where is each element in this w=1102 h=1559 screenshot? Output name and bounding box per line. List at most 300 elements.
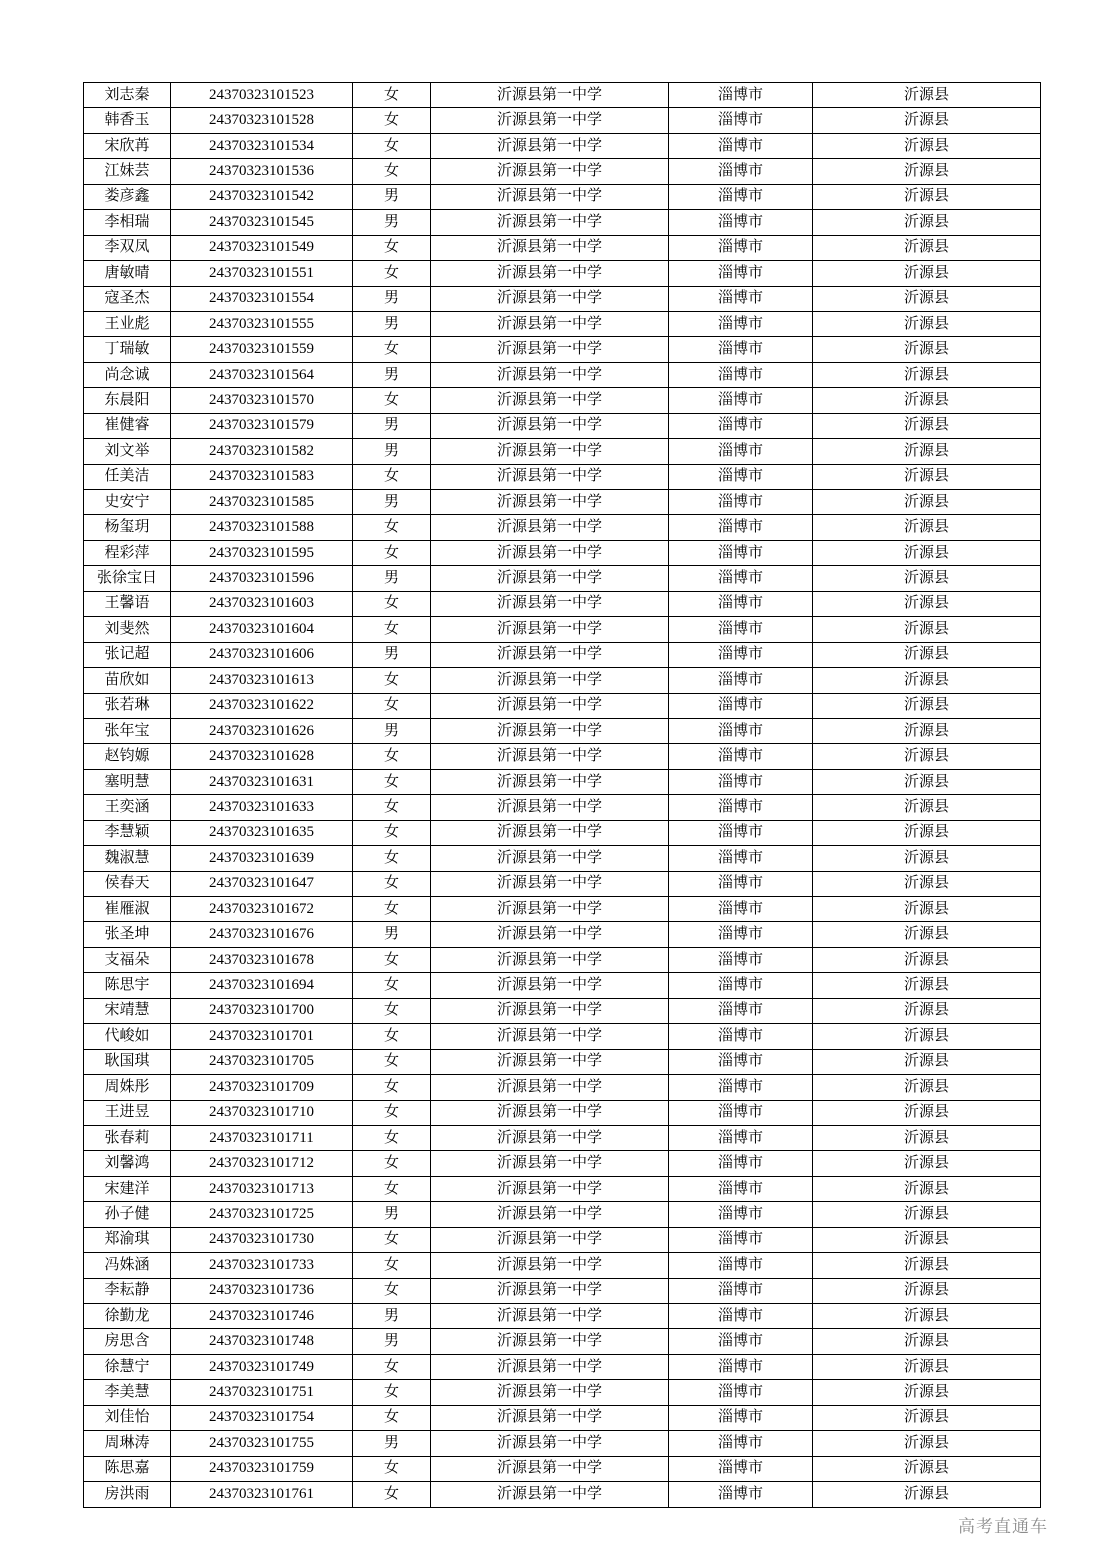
cell-county: 沂源县	[813, 1176, 1041, 1201]
cell-student-name: 崔雁淑	[84, 897, 171, 922]
cell-student-name: 宋欣苒	[84, 133, 171, 158]
cell-county: 沂源县	[813, 1278, 1041, 1303]
table-row	[84, 668, 1041, 693]
cell-student-name: 刘馨鸿	[84, 1151, 171, 1176]
cell-school: 沂源县第一中学	[431, 744, 669, 769]
table-row	[84, 159, 1041, 184]
cell-city: 淄博市	[669, 1100, 813, 1125]
cell-city: 淄博市	[669, 1482, 813, 1508]
cell-student-name: 崔健睿	[84, 413, 171, 438]
table-row	[84, 413, 1041, 438]
cell-exam-number: 24370323101733	[171, 1253, 353, 1278]
watermark-text: 高考直通车	[958, 1517, 1048, 1536]
cell-gender: 女	[353, 337, 431, 362]
cell-county: 沂源县	[813, 1049, 1041, 1074]
cell-school: 沂源县第一中学	[431, 413, 669, 438]
cell-gender: 男	[353, 184, 431, 209]
cell-school: 沂源县第一中学	[431, 133, 669, 158]
cell-student-name: 郑渝琪	[84, 1227, 171, 1252]
table-row	[84, 617, 1041, 642]
cell-city: 淄博市	[669, 210, 813, 235]
cell-city: 淄博市	[669, 871, 813, 896]
cell-student-name: 娄彦鑫	[84, 184, 171, 209]
cell-gender: 女	[353, 998, 431, 1023]
cell-school: 沂源县第一中学	[431, 617, 669, 642]
cell-exam-number: 24370323101622	[171, 693, 353, 718]
cell-student-name: 王馨语	[84, 591, 171, 616]
cell-exam-number: 24370323101628	[171, 744, 353, 769]
cell-exam-number: 24370323101570	[171, 388, 353, 413]
table-row	[84, 1075, 1041, 1100]
cell-city: 淄博市	[669, 515, 813, 540]
cell-city: 淄博市	[669, 1431, 813, 1456]
table-row	[84, 439, 1041, 464]
student-roster-table	[83, 82, 1041, 1508]
cell-county: 沂源县	[813, 1253, 1041, 1278]
cell-school: 沂源县第一中学	[431, 1354, 669, 1379]
cell-gender: 女	[353, 973, 431, 998]
cell-city: 淄博市	[669, 108, 813, 133]
cell-city: 淄博市	[669, 566, 813, 591]
table-row	[84, 1329, 1041, 1354]
cell-school: 沂源县第一中学	[431, 1431, 669, 1456]
cell-school: 沂源县第一中学	[431, 1329, 669, 1354]
cell-county: 沂源县	[813, 922, 1041, 947]
cell-school: 沂源县第一中学	[431, 591, 669, 616]
cell-exam-number: 24370323101633	[171, 795, 353, 820]
cell-exam-number: 24370323101754	[171, 1405, 353, 1430]
cell-exam-number: 24370323101523	[171, 83, 353, 108]
cell-county: 沂源县	[813, 744, 1041, 769]
table-row	[84, 235, 1041, 260]
cell-gender: 男	[353, 1329, 431, 1354]
cell-exam-number: 24370323101713	[171, 1176, 353, 1201]
cell-exam-number: 24370323101631	[171, 769, 353, 794]
cell-city: 淄博市	[669, 133, 813, 158]
cell-exam-number: 24370323101755	[171, 1431, 353, 1456]
cell-county: 沂源县	[813, 1075, 1041, 1100]
cell-county: 沂源县	[813, 897, 1041, 922]
cell-county: 沂源县	[813, 540, 1041, 565]
cell-city: 淄博市	[669, 922, 813, 947]
cell-student-name: 张记超	[84, 642, 171, 667]
cell-city: 淄博市	[669, 490, 813, 515]
cell-county: 沂源县	[813, 1151, 1041, 1176]
cell-city: 淄博市	[669, 83, 813, 108]
cell-county: 沂源县	[813, 133, 1041, 158]
cell-student-name: 张若琳	[84, 693, 171, 718]
cell-county: 沂源县	[813, 1125, 1041, 1150]
cell-county: 沂源县	[813, 846, 1041, 871]
cell-county: 沂源县	[813, 490, 1041, 515]
cell-school: 沂源县第一中学	[431, 1049, 669, 1074]
cell-school: 沂源县第一中学	[431, 159, 669, 184]
cell-gender: 男	[353, 362, 431, 387]
cell-school: 沂源县第一中学	[431, 1202, 669, 1227]
table-row	[84, 210, 1041, 235]
cell-exam-number: 24370323101746	[171, 1304, 353, 1329]
cell-school: 沂源县第一中学	[431, 362, 669, 387]
cell-county: 沂源县	[813, 515, 1041, 540]
table-row	[84, 897, 1041, 922]
cell-student-name: 张春莉	[84, 1125, 171, 1150]
cell-county: 沂源县	[813, 184, 1041, 209]
cell-exam-number: 24370323101701	[171, 1024, 353, 1049]
cell-gender: 女	[353, 1278, 431, 1303]
cell-city: 淄博市	[669, 413, 813, 438]
cell-exam-number: 24370323101554	[171, 286, 353, 311]
cell-city: 淄博市	[669, 1075, 813, 1100]
cell-school: 沂源县第一中学	[431, 1125, 669, 1150]
cell-exam-number: 24370323101700	[171, 998, 353, 1023]
cell-student-name: 房洪雨	[84, 1482, 171, 1508]
cell-student-name: 赵钧嫄	[84, 744, 171, 769]
table-row	[84, 1202, 1041, 1227]
cell-student-name: 陈思宇	[84, 973, 171, 998]
cell-student-name: 江妹芸	[84, 159, 171, 184]
cell-exam-number: 24370323101555	[171, 311, 353, 336]
table-row	[84, 693, 1041, 718]
cell-county: 沂源县	[813, 413, 1041, 438]
cell-county: 沂源县	[813, 108, 1041, 133]
cell-exam-number: 24370323101711	[171, 1125, 353, 1150]
table-row	[84, 566, 1041, 591]
cell-city: 淄博市	[669, 439, 813, 464]
cell-county: 沂源县	[813, 286, 1041, 311]
cell-school: 沂源县第一中学	[431, 897, 669, 922]
cell-exam-number: 24370323101579	[171, 413, 353, 438]
table-row	[84, 820, 1041, 845]
cell-exam-number: 24370323101705	[171, 1049, 353, 1074]
cell-county: 沂源县	[813, 591, 1041, 616]
cell-student-name: 唐敏晴	[84, 261, 171, 286]
cell-county: 沂源县	[813, 83, 1041, 108]
cell-county: 沂源县	[813, 439, 1041, 464]
table-row	[84, 515, 1041, 540]
table-row	[84, 490, 1041, 515]
cell-exam-number: 24370323101542	[171, 184, 353, 209]
cell-city: 淄博市	[669, 947, 813, 972]
cell-gender: 男	[353, 210, 431, 235]
cell-student-name: 张年宝	[84, 718, 171, 743]
table-row	[84, 1304, 1041, 1329]
cell-city: 淄博市	[669, 642, 813, 667]
cell-county: 沂源县	[813, 1100, 1041, 1125]
cell-gender: 男	[353, 490, 431, 515]
cell-exam-number: 24370323101725	[171, 1202, 353, 1227]
cell-student-name: 李相瑞	[84, 210, 171, 235]
table-row	[84, 362, 1041, 387]
cell-gender: 女	[353, 464, 431, 489]
table-row	[84, 871, 1041, 896]
cell-gender: 女	[353, 1482, 431, 1508]
cell-city: 淄博市	[669, 286, 813, 311]
cell-student-name: 周姝彤	[84, 1075, 171, 1100]
cell-gender: 女	[353, 871, 431, 896]
table-row	[84, 1380, 1041, 1405]
cell-city: 淄博市	[669, 235, 813, 260]
cell-exam-number: 24370323101748	[171, 1329, 353, 1354]
cell-student-name: 张圣坤	[84, 922, 171, 947]
cell-school: 沂源县第一中学	[431, 566, 669, 591]
cell-county: 沂源县	[813, 795, 1041, 820]
cell-school: 沂源县第一中学	[431, 1151, 669, 1176]
table-row	[84, 1125, 1041, 1150]
cell-school: 沂源县第一中学	[431, 1024, 669, 1049]
table-row	[84, 464, 1041, 489]
cell-student-name: 陈思嘉	[84, 1456, 171, 1481]
cell-city: 淄博市	[669, 1049, 813, 1074]
cell-school: 沂源县第一中学	[431, 769, 669, 794]
cell-exam-number: 24370323101603	[171, 591, 353, 616]
cell-school: 沂源县第一中学	[431, 464, 669, 489]
cell-county: 沂源县	[813, 1456, 1041, 1481]
cell-gender: 女	[353, 1125, 431, 1150]
cell-gender: 女	[353, 1253, 431, 1278]
cell-exam-number: 24370323101639	[171, 846, 353, 871]
cell-gender: 女	[353, 947, 431, 972]
cell-school: 沂源县第一中学	[431, 184, 669, 209]
cell-student-name: 王进昱	[84, 1100, 171, 1125]
cell-county: 沂源县	[813, 210, 1041, 235]
cell-student-name: 刘斐然	[84, 617, 171, 642]
cell-gender: 女	[353, 159, 431, 184]
cell-exam-number: 24370323101710	[171, 1100, 353, 1125]
cell-county: 沂源县	[813, 1329, 1041, 1354]
cell-city: 淄博市	[669, 159, 813, 184]
cell-county: 沂源县	[813, 769, 1041, 794]
cell-gender: 男	[353, 566, 431, 591]
cell-city: 淄博市	[669, 1176, 813, 1201]
cell-exam-number: 24370323101709	[171, 1075, 353, 1100]
cell-exam-number: 24370323101761	[171, 1482, 353, 1508]
cell-school: 沂源县第一中学	[431, 1253, 669, 1278]
table-row	[84, 718, 1041, 743]
cell-exam-number: 24370323101583	[171, 464, 353, 489]
cell-gender: 女	[353, 744, 431, 769]
cell-city: 淄博市	[669, 1278, 813, 1303]
cell-student-name: 支福朵	[84, 947, 171, 972]
cell-county: 沂源县	[813, 388, 1041, 413]
table-row	[84, 1354, 1041, 1379]
cell-county: 沂源县	[813, 261, 1041, 286]
cell-city: 淄博市	[669, 820, 813, 845]
cell-city: 淄博市	[669, 1024, 813, 1049]
cell-student-name: 魏淑慧	[84, 846, 171, 871]
cell-city: 淄博市	[669, 184, 813, 209]
cell-gender: 女	[353, 795, 431, 820]
cell-exam-number: 24370323101736	[171, 1278, 353, 1303]
cell-gender: 女	[353, 108, 431, 133]
cell-gender: 男	[353, 1202, 431, 1227]
cell-exam-number: 24370323101759	[171, 1456, 353, 1481]
cell-gender: 女	[353, 668, 431, 693]
cell-student-name: 苗欣如	[84, 668, 171, 693]
table-row	[84, 1049, 1041, 1074]
cell-city: 淄博市	[669, 693, 813, 718]
cell-county: 沂源县	[813, 311, 1041, 336]
cell-city: 淄博市	[669, 1380, 813, 1405]
table-row	[84, 184, 1041, 209]
cell-student-name: 程彩萍	[84, 540, 171, 565]
cell-school: 沂源县第一中学	[431, 871, 669, 896]
table-row	[84, 1431, 1041, 1456]
table-row	[84, 83, 1041, 108]
cell-city: 淄博市	[669, 1456, 813, 1481]
cell-student-name: 李双凤	[84, 235, 171, 260]
cell-gender: 女	[353, 388, 431, 413]
cell-city: 淄博市	[669, 973, 813, 998]
cell-exam-number: 24370323101672	[171, 897, 353, 922]
table-body	[84, 83, 1041, 1508]
table-row	[84, 1278, 1041, 1303]
cell-student-name: 丁瑞敏	[84, 337, 171, 362]
cell-city: 淄博市	[669, 897, 813, 922]
cell-exam-number: 24370323101528	[171, 108, 353, 133]
cell-gender: 女	[353, 1049, 431, 1074]
table-row	[84, 1024, 1041, 1049]
cell-exam-number: 24370323101545	[171, 210, 353, 235]
cell-student-name: 杨玺玥	[84, 515, 171, 540]
cell-student-name: 任美洁	[84, 464, 171, 489]
table-row	[84, 1151, 1041, 1176]
cell-county: 沂源县	[813, 337, 1041, 362]
cell-student-name: 刘志秦	[84, 83, 171, 108]
cell-gender: 女	[353, 1176, 431, 1201]
cell-school: 沂源县第一中学	[431, 820, 669, 845]
cell-school: 沂源县第一中学	[431, 668, 669, 693]
cell-exam-number: 24370323101694	[171, 973, 353, 998]
cell-school: 沂源县第一中学	[431, 998, 669, 1023]
cell-student-name: 宋建洋	[84, 1176, 171, 1201]
cell-city: 淄博市	[669, 311, 813, 336]
cell-county: 沂源县	[813, 1405, 1041, 1430]
cell-exam-number: 24370323101730	[171, 1227, 353, 1252]
cell-gender: 男	[353, 439, 431, 464]
table-row	[84, 286, 1041, 311]
cell-gender: 男	[353, 413, 431, 438]
cell-county: 沂源县	[813, 235, 1041, 260]
cell-student-name: 韩香玉	[84, 108, 171, 133]
cell-school: 沂源县第一中学	[431, 515, 669, 540]
table-row	[84, 311, 1041, 336]
cell-exam-number: 24370323101585	[171, 490, 353, 515]
cell-county: 沂源县	[813, 642, 1041, 667]
cell-student-name: 刘文举	[84, 439, 171, 464]
cell-exam-number: 24370323101751	[171, 1380, 353, 1405]
cell-city: 淄博市	[669, 1354, 813, 1379]
cell-county: 沂源县	[813, 1227, 1041, 1252]
cell-gender: 女	[353, 1100, 431, 1125]
cell-gender: 女	[353, 769, 431, 794]
cell-city: 淄博市	[669, 744, 813, 769]
cell-gender: 女	[353, 1456, 431, 1481]
cell-gender: 男	[353, 642, 431, 667]
cell-student-name: 代峻如	[84, 1024, 171, 1049]
cell-gender: 女	[353, 897, 431, 922]
cell-school: 沂源县第一中学	[431, 947, 669, 972]
table-row	[84, 744, 1041, 769]
cell-gender: 男	[353, 286, 431, 311]
cell-gender: 男	[353, 718, 431, 743]
cell-exam-number: 24370323101613	[171, 668, 353, 693]
cell-student-name: 李慧颖	[84, 820, 171, 845]
cell-city: 淄博市	[669, 1405, 813, 1430]
cell-exam-number: 24370323101749	[171, 1354, 353, 1379]
cell-student-name: 张徐宝日	[84, 566, 171, 591]
cell-school: 沂源县第一中学	[431, 973, 669, 998]
cell-student-name: 尚念诚	[84, 362, 171, 387]
table-row	[84, 922, 1041, 947]
cell-gender: 女	[353, 540, 431, 565]
cell-exam-number: 24370323101595	[171, 540, 353, 565]
cell-school: 沂源县第一中学	[431, 922, 669, 947]
cell-gender: 女	[353, 1380, 431, 1405]
cell-city: 淄博市	[669, 769, 813, 794]
cell-school: 沂源县第一中学	[431, 1278, 669, 1303]
cell-gender: 男	[353, 1431, 431, 1456]
cell-city: 淄博市	[669, 668, 813, 693]
cell-exam-number: 24370323101596	[171, 566, 353, 591]
cell-county: 沂源县	[813, 668, 1041, 693]
cell-school: 沂源县第一中学	[431, 261, 669, 286]
cell-student-name: 王奕涵	[84, 795, 171, 820]
cell-school: 沂源县第一中学	[431, 795, 669, 820]
table-row	[84, 1176, 1041, 1201]
cell-gender: 女	[353, 235, 431, 260]
cell-student-name: 李美慧	[84, 1380, 171, 1405]
cell-gender: 女	[353, 133, 431, 158]
table-row	[84, 642, 1041, 667]
table-row	[84, 540, 1041, 565]
cell-school: 沂源县第一中学	[431, 210, 669, 235]
cell-city: 淄博市	[669, 388, 813, 413]
table-row	[84, 261, 1041, 286]
cell-gender: 女	[353, 1405, 431, 1430]
cell-gender: 女	[353, 846, 431, 871]
table-row	[84, 108, 1041, 133]
table-row	[84, 1253, 1041, 1278]
cell-school: 沂源县第一中学	[431, 1227, 669, 1252]
cell-school: 沂源县第一中学	[431, 1100, 669, 1125]
cell-city: 淄博市	[669, 261, 813, 286]
cell-school: 沂源县第一中学	[431, 388, 669, 413]
cell-gender: 女	[353, 83, 431, 108]
cell-city: 淄博市	[669, 540, 813, 565]
cell-student-name: 李耘静	[84, 1278, 171, 1303]
cell-gender: 女	[353, 820, 431, 845]
table-row	[84, 1100, 1041, 1125]
table-row	[84, 1482, 1041, 1508]
cell-student-name: 王业彪	[84, 311, 171, 336]
cell-city: 淄博市	[669, 362, 813, 387]
cell-school: 沂源县第一中学	[431, 718, 669, 743]
table-row	[84, 795, 1041, 820]
cell-county: 沂源县	[813, 1380, 1041, 1405]
cell-exam-number: 24370323101678	[171, 947, 353, 972]
cell-county: 沂源县	[813, 1354, 1041, 1379]
table-row	[84, 846, 1041, 871]
cell-gender: 男	[353, 922, 431, 947]
cell-school: 沂源县第一中学	[431, 108, 669, 133]
table-row	[84, 998, 1041, 1023]
cell-city: 淄博市	[669, 1202, 813, 1227]
cell-school: 沂源县第一中学	[431, 1456, 669, 1481]
cell-student-name: 塞明慧	[84, 769, 171, 794]
cell-gender: 男	[353, 1304, 431, 1329]
cell-gender: 女	[353, 1151, 431, 1176]
cell-gender: 女	[353, 1024, 431, 1049]
